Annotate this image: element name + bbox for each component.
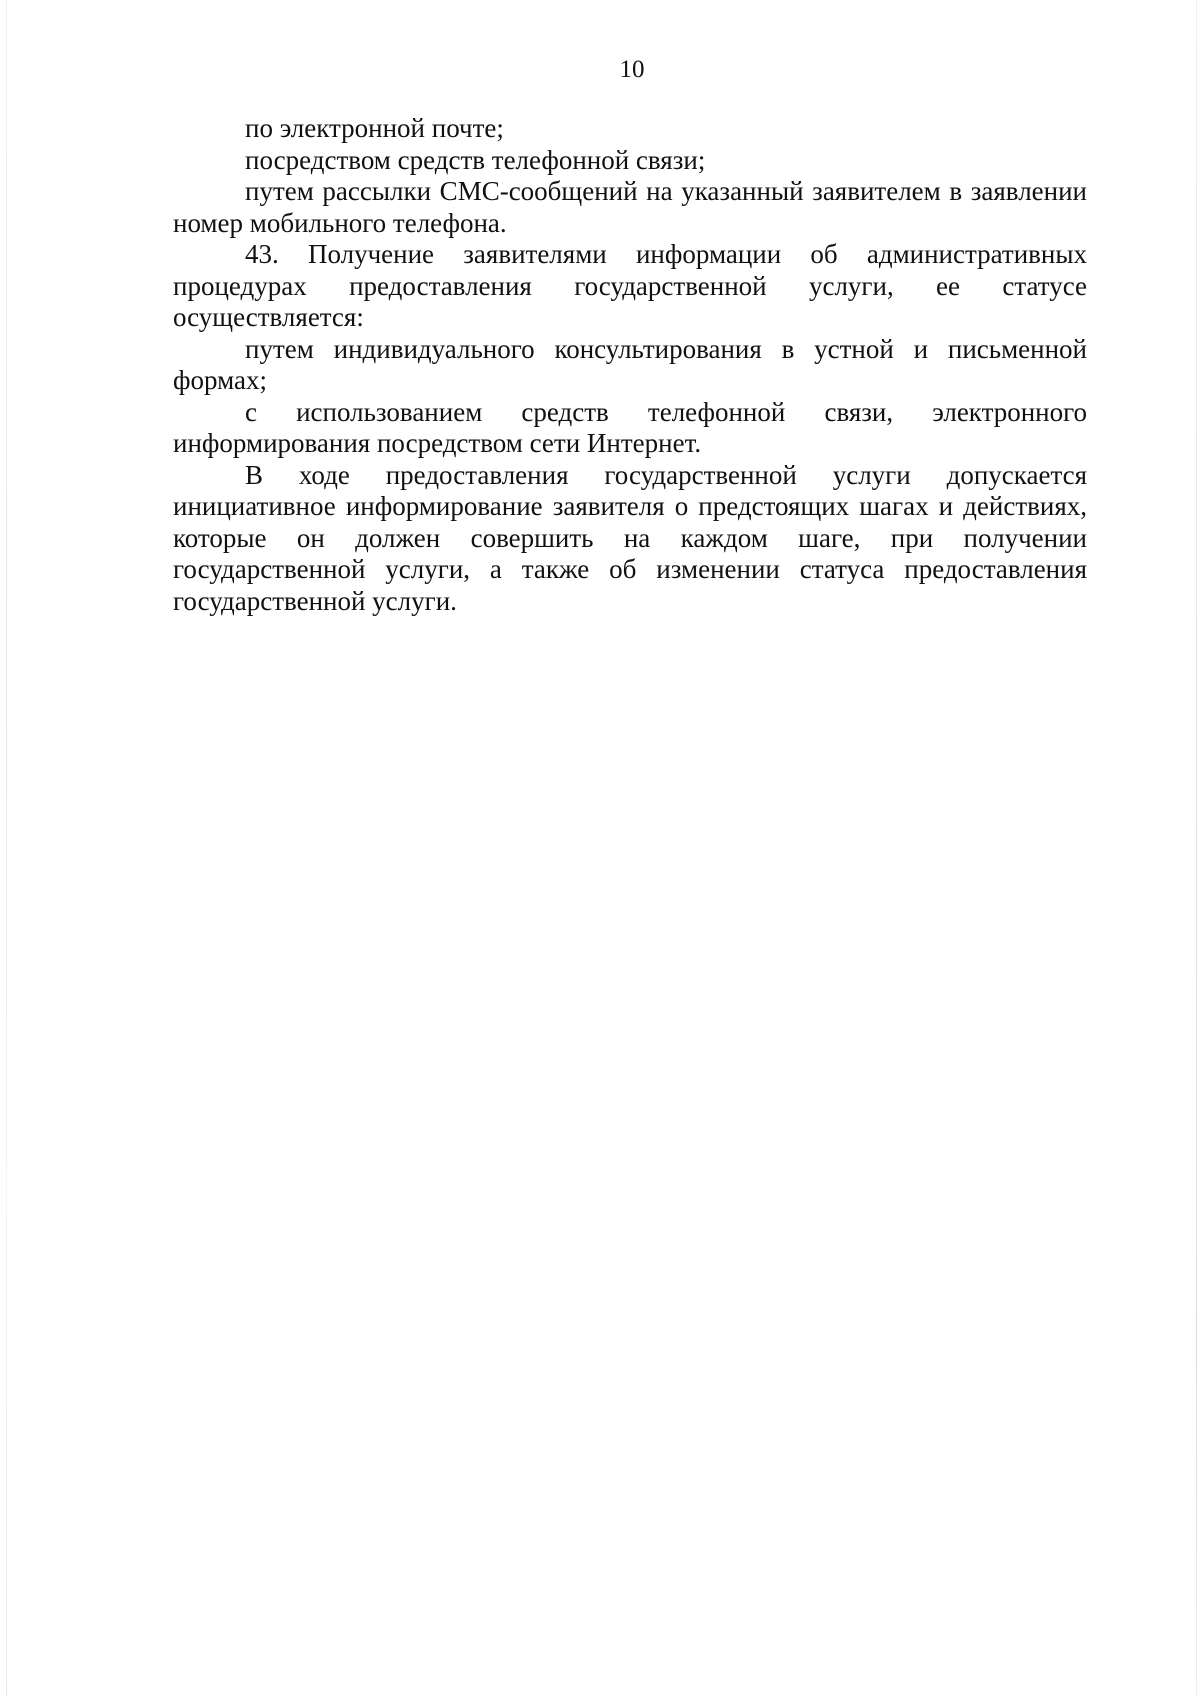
paragraph-item-43: 43. Получение заявителями информации об административных процедурах предоставления государственной услуги, ее статусе осуществляется: — [173, 239, 1087, 332]
scan-edge-right — [1196, 0, 1197, 1696]
paragraph-phone: посредством средств телефонной связи; — [245, 144, 706, 175]
paragraph-sms: путем рассылки СМС-сообщений на указанный заявителем в заявлении номер мобильного телефона. — [173, 176, 1087, 238]
document-body — [173, 113, 1087, 617]
paragraph-internet: с использованием средств телефонной связи, электронного информирования посредством сети Интернет. — [173, 396, 1087, 458]
scan-edge-left — [6, 0, 7, 1696]
paragraph-consulting: путем индивидуального консультирования в устной и письменной формах; — [173, 333, 1087, 395]
page-number: 10 — [619, 56, 645, 83]
paragraph-initiative-informing: В ходе предоставления государственной услуги допускается инициативное информирование заявителя о предстоящих шагах и действиях, которые он должен совершить на каждом шаге, при получении государственной услуги, а также об изменении статуса предоставления государственной услуги. — [173, 459, 1087, 616]
paragraph-email: по электронной почте; — [245, 113, 504, 143]
